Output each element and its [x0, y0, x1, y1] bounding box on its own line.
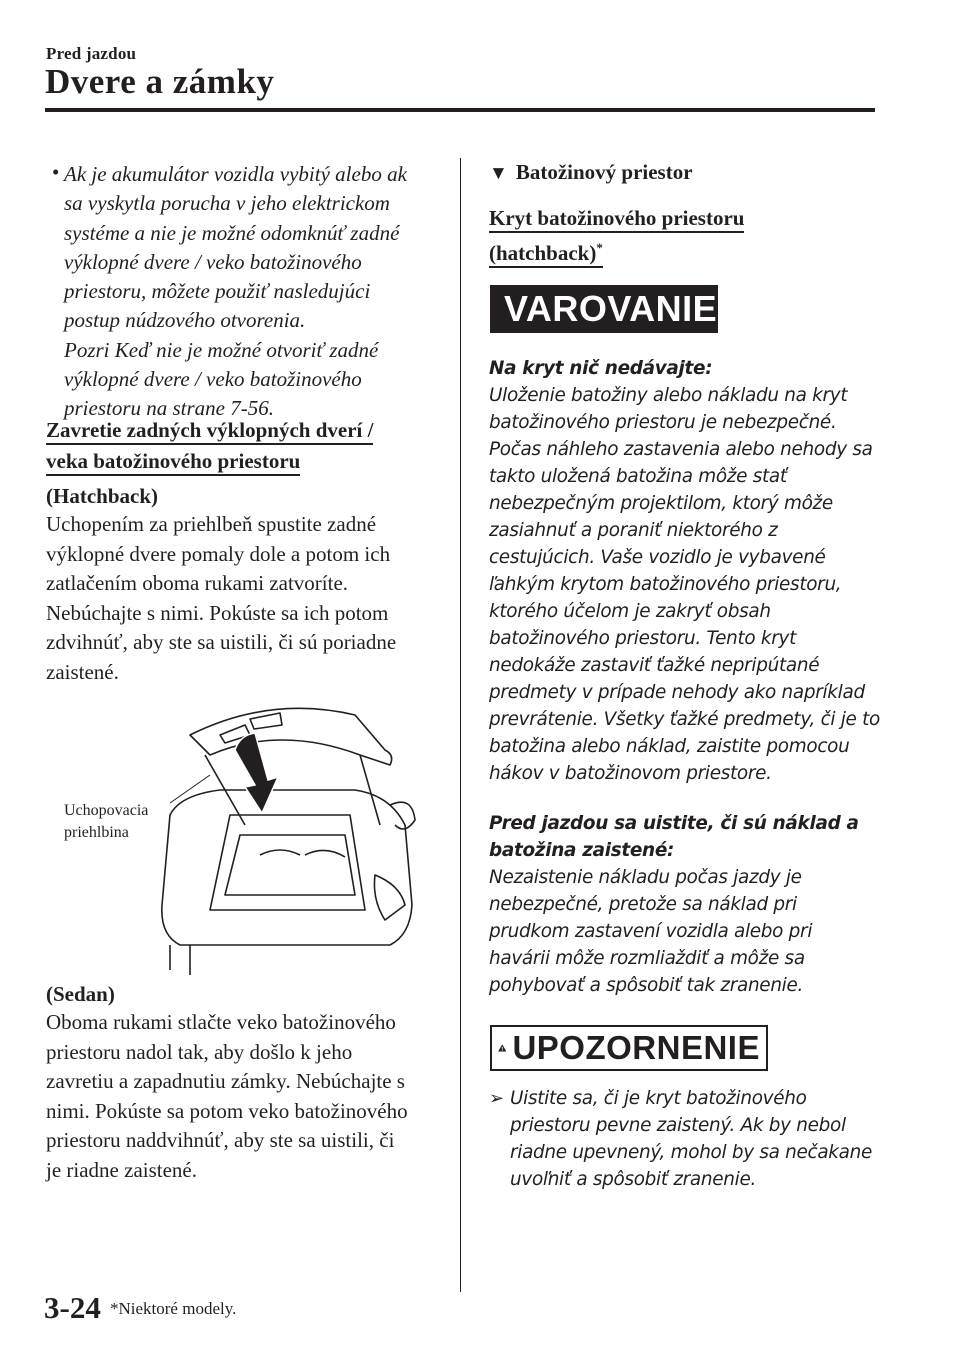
callout-line: priehlbina — [64, 824, 129, 841]
warning-line: batožina alebo náklad, zaistite pomocou — [489, 736, 850, 757]
triangle-down-icon: ▼ — [489, 163, 508, 184]
bullet-line: priestoru na strane 7-56. — [64, 396, 274, 421]
wheel-arc — [170, 945, 190, 975]
column-divider — [460, 158, 461, 1292]
para-line: je riadne zaistené. — [46, 1157, 197, 1182]
warning-line: havárii môže rozmliaždiť a môže sa — [489, 948, 805, 969]
warning-line: batožinového priestoru. Tento kryt — [489, 628, 796, 649]
seat-backs — [260, 850, 345, 857]
tail-light — [374, 875, 405, 920]
caution-label: UPOZORNENIE — [512, 1029, 760, 1066]
figure-callout — [64, 800, 148, 844]
warning-line: hákov v batožinovom priestore. — [489, 763, 772, 784]
subheading-line: Kryt batožinového priestoru — [489, 206, 744, 233]
para-line: zdvihnúť, aby ste sa uistili, či sú poriadne — [46, 630, 397, 654]
bullet-line: priestoru, môžete použiť nasledujúci — [64, 279, 371, 304]
cargo-floor — [225, 835, 355, 895]
sedan-paragraph — [46, 1008, 451, 1185]
hatchback-subtitle: (Hatchback) — [46, 484, 158, 508]
warning-line: Nezaistenie nákladu počas jazdy je — [489, 867, 802, 888]
footnote: *Niektoré modely. — [110, 1299, 237, 1318]
warning-label: VAROVANIE — [504, 288, 718, 329]
handle-recess-housing — [250, 713, 282, 729]
header-rule — [45, 108, 875, 112]
bullet-line: výklopné dvere / veko batožinového — [64, 367, 362, 392]
warning-line: ľahkým krytom batožinového priestoru, — [489, 574, 842, 595]
warning-title: Pred jazdou sa uistite, či sú náklad a — [489, 813, 859, 834]
warning-line: ktorého účelom je zakryť obsah — [489, 601, 771, 622]
para-line: nimi. Pokúste sa potom veko batožinového — [46, 1098, 408, 1123]
warning-line: zasiahnuť a poraniť niektorého z — [489, 520, 778, 541]
warning-line: nedokáže zastaviť ťažké nepripútané — [489, 655, 820, 676]
cover-subheading — [489, 203, 889, 268]
bullet-line: Ak je akumulátor vozidla vybitý alebo ak — [64, 162, 407, 186]
warning-line: nebezpečné, pretože sa náklad pri — [489, 894, 797, 915]
bullet-line: sa vyskytla porucha v jeho elektrickom — [64, 191, 390, 216]
para-line: zaistené. — [46, 659, 119, 684]
warning-title: Na kryt nič nedávajte: — [489, 358, 713, 379]
down-arrow-icon — [235, 733, 278, 813]
note-bullet — [46, 160, 446, 424]
hatchback-paragraph — [46, 510, 451, 687]
subheading-line — [489, 241, 603, 268]
mirror — [390, 802, 415, 829]
warning-line: batožinového priestoru je nebezpečné. — [489, 412, 837, 433]
caution-banner — [490, 1025, 768, 1071]
car-body — [162, 790, 412, 945]
callout-leader — [170, 775, 210, 803]
para-line: priestoru naddvihnúť, aby ste sa uistili, či — [46, 1128, 395, 1152]
warning-line: pohybovať a spôsobiť tak zranenie. — [489, 975, 804, 996]
caution-line: priestoru pevne zaistený. Ak by nebol — [510, 1115, 846, 1136]
bullet-line: Pozri Keď nie je možné otvoriť zadné — [64, 337, 379, 362]
para-line: zavretiu a zapadnutiu zámky. Nebúchajte s — [46, 1069, 405, 1093]
section-label: Pred jazdou — [46, 44, 137, 63]
page-title: Dvere a zámky — [45, 62, 275, 101]
page-number: 3-24 — [44, 1290, 101, 1325]
para-line: Oboma rukami stlačte veko batožinového — [46, 1010, 396, 1034]
arrowhead-bullet-icon: ➢ — [489, 1088, 504, 1109]
warning-line: Uloženie batožiny alebo nákladu na kryt — [489, 385, 848, 406]
warning-line: prudkom zastavení vozidla alebo pri — [489, 921, 813, 942]
cargo-heading-text: Batožinový priestor — [515, 160, 693, 184]
sedan-subtitle: (Sedan) — [46, 982, 115, 1006]
hatchback-illustration — [150, 695, 420, 975]
para-line: Uchopením za priehlbeň spustite zadné — [46, 512, 377, 536]
heading-line: veka batožinového priestoru — [46, 449, 300, 476]
cargo-section-heading — [489, 160, 693, 185]
caution-line: riadne upevnený, mohol by sa nečakane — [510, 1142, 873, 1163]
warning-title: batožina zaistené: — [489, 840, 675, 861]
closing-heading — [46, 415, 446, 477]
warning-line: prevrátenie. Všetky ťažké predmety, či je to — [489, 709, 880, 730]
caution-line: Uistite sa, či je kryt batožinového — [510, 1088, 807, 1109]
bullet-line: postup núdzového otvorenia. — [64, 308, 306, 333]
warning-line: Počas náhleho zastavenia alebo nehody sa — [489, 439, 873, 460]
para-line: priestoru nadol tak, aby došlo k jeho — [46, 1039, 353, 1064]
warning-block-2 — [489, 810, 889, 999]
bullet-dot: • — [52, 160, 60, 184]
caution-line: uvoľniť a spôsobiť zranenie. — [510, 1169, 756, 1190]
footnote-star: * — [596, 240, 603, 255]
caution-block — [489, 1085, 889, 1193]
warning-banner — [490, 285, 718, 333]
warning-line: takto uložená batožina môže stať — [489, 466, 787, 487]
callout-line: Uchopovacia — [64, 802, 149, 819]
para-line: zatlačením oboma rukami zatvoríte. — [46, 571, 349, 595]
para-line: Nebúchajte s nimi. Pokúste sa ich potom — [46, 600, 389, 625]
bullet-line: systéme a nie je možné odomknúť zadné — [64, 220, 400, 245]
warning-line: nebezpečným projektilom, ktorý môže — [489, 493, 833, 514]
caution-triangle-icon — [498, 1031, 506, 1065]
warning-line: predmety v prípade nehody ako napríklad — [489, 682, 865, 703]
bullet-text — [64, 160, 446, 424]
para-line: výklopné dvere pomaly dole a potom ich — [46, 541, 391, 566]
heading-line: Zavretie zadných výklopných dverí / — [46, 418, 373, 445]
right-strut — [360, 755, 380, 825]
warning-block-1 — [489, 355, 889, 787]
subheading-text: (hatchback) — [489, 241, 596, 268]
bullet-line: výklopné dvere / veko batožinového — [64, 249, 362, 274]
warning-line: cestujúcich. Vaše vozidlo je vybavené — [489, 547, 826, 568]
